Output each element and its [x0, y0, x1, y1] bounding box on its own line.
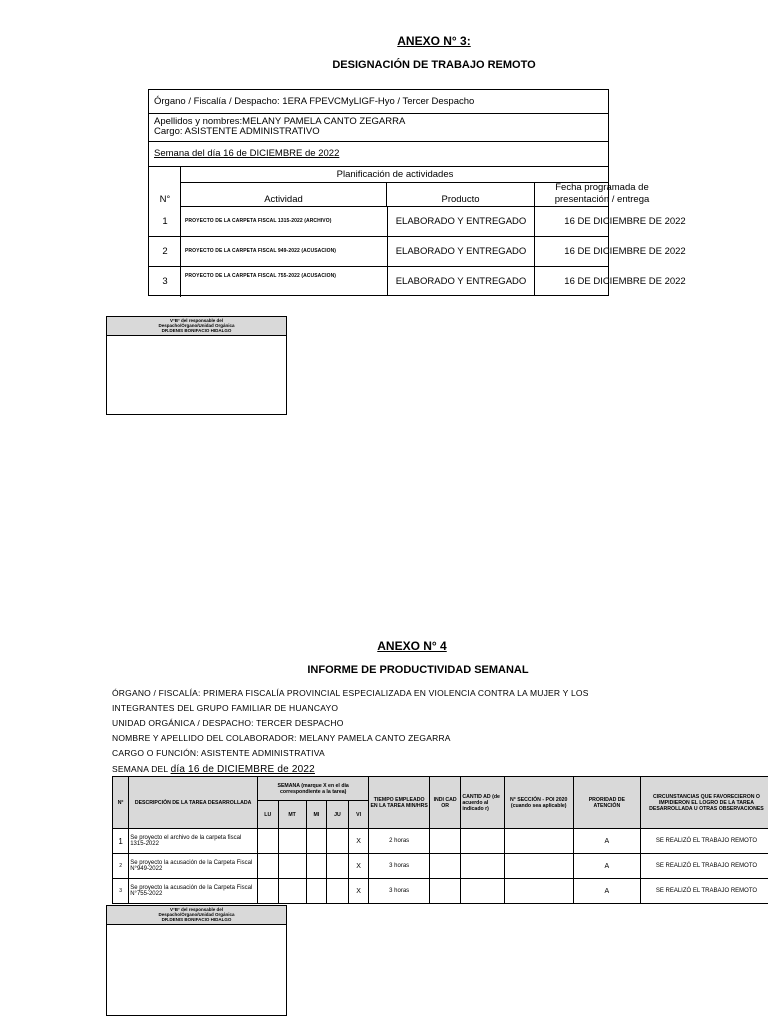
- signature-line3: DR.DENIS BONIFACIO HIDALGO: [161, 328, 232, 333]
- row-cantidad: [461, 829, 504, 854]
- nombres-text: Apellidos y nombres:MELANY PAMELA CANTO ZEGARRA: [154, 116, 406, 127]
- row-tiempo: 3 horas: [369, 879, 430, 904]
- row-number: 1: [162, 216, 168, 227]
- row-n: 2: [113, 854, 129, 879]
- signature-header: [107, 906, 286, 925]
- row-mark: [278, 854, 306, 879]
- col-producto-header: Producto: [387, 183, 535, 207]
- row-tiempo: 3 horas: [369, 854, 430, 879]
- row-prioridad: A: [573, 829, 640, 854]
- row-prioridad: A: [573, 879, 640, 904]
- th-tiempo: TIEMPO EMPLEADO EN LA TAREA MIN/HRS: [369, 777, 430, 829]
- signature-line3: DR.DENIS BONIFACIO HIDALGO: [161, 917, 232, 922]
- row-actividad: PROYECTO DE LA CARPETA FISCAL 949-2022 (ACUSACION): [185, 248, 337, 254]
- table-row: [149, 267, 686, 296]
- annex3-subtitle: DESIGNACIÓN DE TRABAJO REMOTO: [332, 59, 536, 71]
- col-fecha-header: Fecha programada de presentación / entrega: [554, 182, 650, 205]
- row-n: 1: [113, 829, 129, 854]
- signature-box-annex4: [106, 905, 287, 1016]
- row-seccion: [504, 879, 573, 904]
- plan-header: Planificación de actividades: [181, 167, 609, 183]
- signature-line2: Despacho/Órgano/Unidad Orgánica: [158, 912, 235, 917]
- th-prioridad: PRORIDAD DE ATENCIÓN: [573, 777, 640, 829]
- annex3-table: [148, 89, 686, 296]
- unidad-line: UNIDAD ORGÁNICA / DESPACHO: TERCER DESPACHO: [112, 718, 344, 728]
- row-mark: [278, 879, 306, 904]
- th-indicador: INDI CAD OR: [429, 777, 460, 829]
- row-cantidad: [461, 854, 504, 879]
- th-n: N°: [113, 777, 129, 829]
- row-indicador: [429, 879, 460, 904]
- row-mark: X: [348, 879, 369, 904]
- row-mark: [278, 829, 306, 854]
- th-semana: SEMANA (marque X en el día correspondiente a la tarea): [257, 777, 368, 801]
- row-mark: [327, 829, 349, 854]
- signature-line2: Despacho/Órgano/Unidad Orgánica: [158, 323, 235, 328]
- th-day: VI: [348, 801, 369, 829]
- th-day: MT: [278, 801, 306, 829]
- row-producto: ELABORADO Y ENTREGADO: [387, 267, 535, 296]
- semana-line: [112, 764, 315, 775]
- row-circ: SE REALIZÓ EL TRABAJO REMOTO: [640, 829, 768, 854]
- signature-box-annex3: [106, 316, 287, 415]
- row-mark: [306, 879, 327, 904]
- annex4-table: [112, 776, 768, 904]
- row-actividad: PROYECTO DE LA CARPETA FISCAL 1315-2022 (ARCHIVO): [185, 218, 332, 224]
- row-actividad: PROYECTO DE LA CARPETA FISCAL 755-2022 (ACUSACION): [185, 273, 337, 279]
- th-circ: CIRCUNSTANCIAS QUE FAVORECIERON O IMPIDIERON EL LOGRO DE LA TAREA DESARROLLADA U OTRAS OBSERVACIONES: [640, 777, 768, 829]
- th-seccion: N° SECCIÓN - POI 2020 (cuando sea aplicable): [504, 777, 573, 829]
- row-seccion: [504, 854, 573, 879]
- table-row: [113, 829, 768, 854]
- row-mark: [306, 829, 327, 854]
- signature-line1: V°B° del responsable del: [169, 318, 224, 323]
- th-cantidad: CANTID AD (de acuerdo al indicado r): [461, 777, 504, 829]
- row-circ: SE REALIZÓ EL TRABAJO REMOTO: [640, 854, 768, 879]
- signature-line1: V°B° del responsable del: [169, 907, 224, 912]
- row-mark: [327, 879, 349, 904]
- row-mark: [306, 854, 327, 879]
- row-tiempo: 2 horas: [369, 829, 430, 854]
- row-number: 3: [162, 276, 168, 287]
- annex4-title: ANEXO N° 4: [377, 639, 447, 653]
- row-fecha: 16 DE DICIEMBRE DE 2022: [564, 276, 686, 287]
- signature-header: [107, 317, 286, 336]
- annex3-title: ANEXO N° 3:: [397, 34, 471, 48]
- cargo-line: CARGO O FUNCIÓN: ASISTENTE ADMINISTRATIVA: [112, 748, 325, 758]
- semana-value: día 16 de DICIEMBRE de 2022: [170, 764, 315, 775]
- table-row: [149, 237, 686, 267]
- semana-label: SEMANA DEL: [112, 764, 169, 774]
- semana-row: [149, 142, 608, 167]
- row-desc: Se proyecto el archivo de la carpeta fiscal 1315-2022: [129, 829, 258, 854]
- semana-text: Semana del día 16 de DICIEMBRE de 2022: [154, 148, 340, 159]
- row-indicador: [429, 829, 460, 854]
- row-circ: SE REALIZÓ EL TRABAJO REMOTO: [640, 879, 768, 904]
- table-row: [113, 879, 768, 904]
- row-mark: [257, 829, 278, 854]
- nombre-line: NOMBRE Y APELLIDO DEL COLABORADOR: MELANY PAMELA CANTO ZEGARRA: [112, 733, 451, 743]
- th-day: MI: [306, 801, 327, 829]
- row-fecha: 16 DE DICIEMBRE DE 2022: [564, 216, 686, 227]
- row-cantidad: [461, 879, 504, 904]
- row-desc: Se proyecto la acusación de la Carpeta Fiscal N°949-2022: [129, 854, 258, 879]
- row-mark: [257, 879, 278, 904]
- col-no-header: N°: [159, 194, 171, 205]
- row-prioridad: A: [573, 854, 640, 879]
- table-row: [113, 854, 768, 879]
- organo-line2: INTEGRANTES DEL GRUPO FAMILIAR DE HUANCAYO: [112, 703, 339, 713]
- row-indicador: [429, 854, 460, 879]
- row-number: 2: [162, 246, 168, 257]
- organo-text: Órgano / Fiscalía / Despacho: 1ERA FPEVCMyLIGF-Hyo / Tercer Despacho: [154, 96, 475, 107]
- cargo-text: Cargo: ASISTENTE ADMINISTRATIVO: [154, 126, 320, 137]
- organo-line1: ÓRGANO / FISCALÍA: PRIMERA FISCALÍA PROVINCIAL ESPECIALIZADA EN VIOLENCIA CONTRA LA MUJER Y LOS: [112, 688, 589, 698]
- row-producto: ELABORADO Y ENTREGADO: [387, 207, 535, 237]
- annex4-subtitle: INFORME DE PRODUCTIVIDAD SEMANAL: [307, 664, 529, 676]
- organo-row: [149, 90, 608, 114]
- col-actividad-header: Actividad: [181, 183, 387, 207]
- th-desc: DESCRIPCIÓN DE LA TAREA DESARROLLADA: [129, 777, 258, 829]
- row-mark: X: [348, 854, 369, 879]
- row-mark: [327, 854, 349, 879]
- th-day: JU: [327, 801, 349, 829]
- annex4-table-wrap: [112, 776, 768, 904]
- row-desc: Se proyecto la acusación de la Carpeta Fiscal N°755-2022: [129, 879, 258, 904]
- table-row: [149, 207, 686, 237]
- collaborator-row: [149, 114, 608, 142]
- row-mark: [257, 854, 278, 879]
- row-producto: ELABORADO Y ENTREGADO: [387, 237, 535, 267]
- th-day: LU: [257, 801, 278, 829]
- row-fecha: 16 DE DICIEMBRE DE 2022: [564, 246, 686, 257]
- row-seccion: [504, 829, 573, 854]
- row-n: 3: [113, 879, 129, 904]
- row-mark: X: [348, 829, 369, 854]
